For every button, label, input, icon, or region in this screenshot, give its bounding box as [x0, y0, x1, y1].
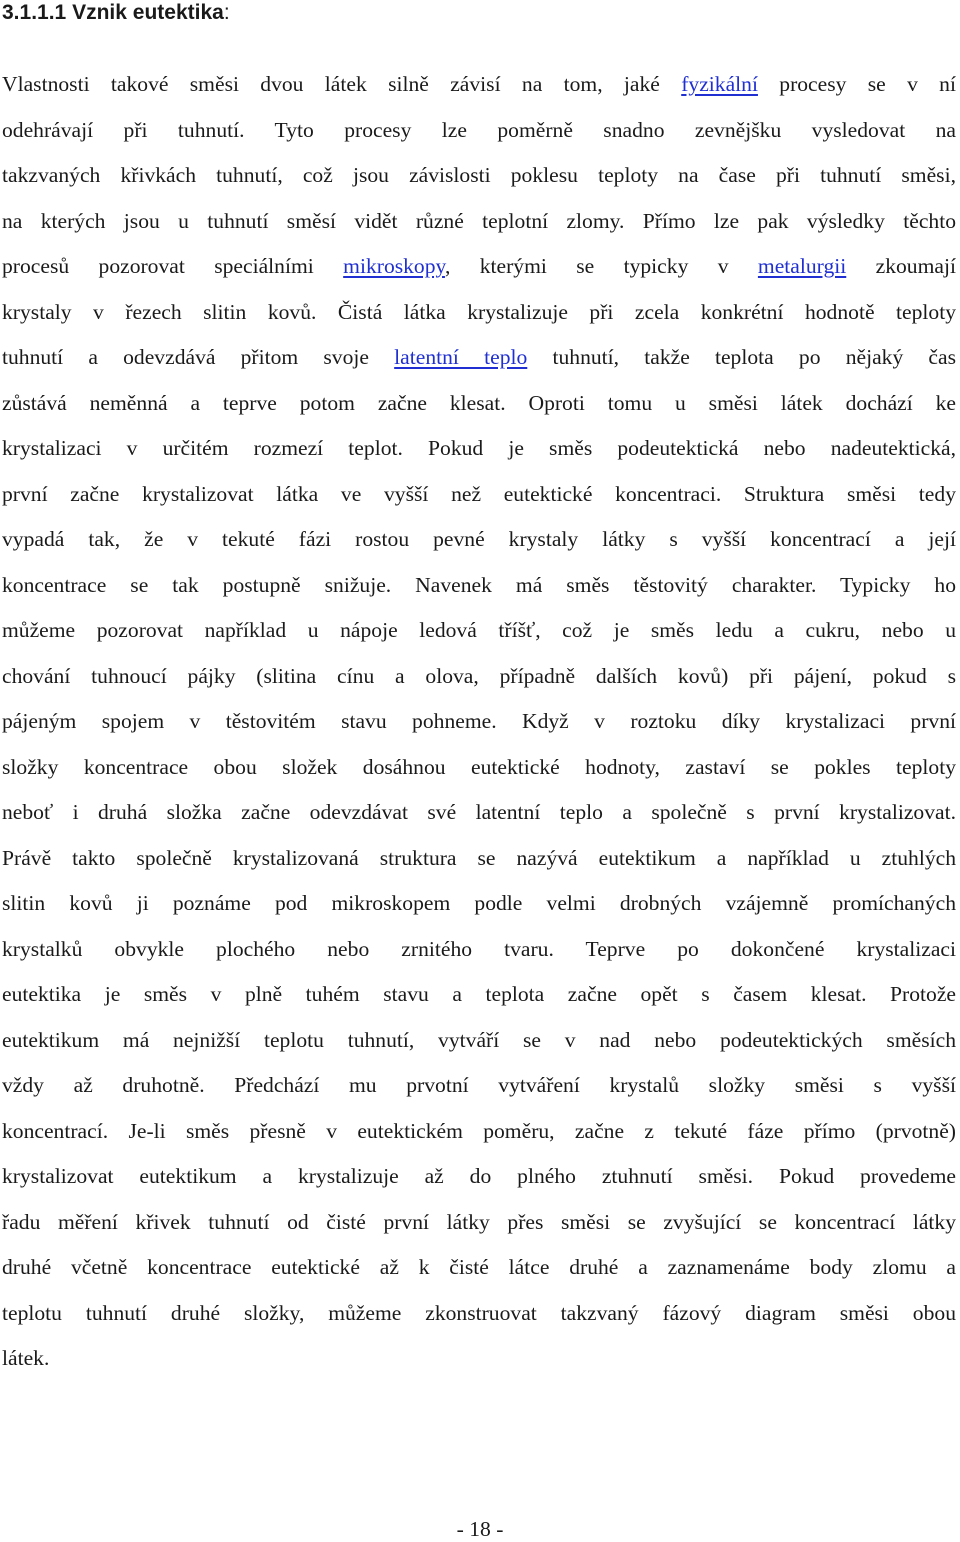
text-line [2, 1154, 956, 1200]
line-text: krystalků obvykle plochého nebo zrnitého tvaru. Teprve po dokončené krystalizaci [2, 936, 956, 961]
line-text: koncentrací. Je-li směs přesně v eutektickém poměru, začne z tekuté fáze přímo (prvotně) [2, 1118, 956, 1143]
text-line [2, 1200, 956, 1246]
line-text: tuhnutí a odevzdává přitom svoje [2, 345, 395, 369]
line-text: látek. [2, 1346, 50, 1370]
text-line [2, 1063, 956, 1109]
page-number: - 18 - [456, 1517, 504, 1541]
line-text: eutektika je směs v plně tuhém stavu a teplota začne opět s časem klesat. Protože [2, 982, 956, 1006]
line-text: odehrávají při tuhnutí. Tyto procesy lze poměrně snadno zevnějšku vysledovat na [2, 117, 956, 142]
text-line [2, 335, 956, 381]
text-line [2, 654, 956, 700]
text-line [2, 426, 956, 472]
text-line [2, 1291, 956, 1337]
line-text: krystalizaci v určitém rozmezí teplot. Pokud je směs podeutektická nebo nadeutektická, [2, 436, 956, 460]
inline-link[interactable]: metalurgii [757, 254, 847, 278]
text-line [2, 881, 956, 927]
text-line [2, 517, 956, 563]
text-line [2, 836, 956, 882]
section-title: Vznik eutektika [72, 1, 224, 24]
text-line [2, 699, 956, 745]
line-text: teplotu tuhnutí druhé složky, můžeme zkonstruovat takzvaný fázový diagram směsi obou [2, 1300, 956, 1325]
text-line [2, 608, 956, 654]
line-text: procesy se v ní [757, 72, 956, 96]
line-text: na kterých jsou u tuhnutí směsí vidět různé teplotní zlomy. Přímo lze pak výsledky těchto [2, 208, 956, 233]
text-line [2, 972, 956, 1018]
heading-colon: : [223, 1, 230, 24]
inline-link[interactable]: latentní teplo [394, 345, 528, 369]
line-text: krystaly v řezech slitin kovů. Čistá látka krystalizuje při zcela konkrétní hodnotě teploty [2, 299, 956, 324]
text-line [2, 472, 956, 518]
body-paragraph [2, 62, 956, 1382]
text-line [2, 244, 956, 290]
line-text: takzvaných křivkách tuhnutí, což jsou závislosti poklesu teploty na čase při tuhnutí směsi, [2, 163, 956, 187]
inline-link[interactable]: fyzikální [681, 72, 758, 96]
line-text: vypadá tak, že v tekuté fázi rostou pevné krystaly látky s vyšší koncentrací a její [2, 527, 956, 551]
line-text: slitin kovů ji poznáme pod mikroskopem podle velmi drobných vzájemně promíchaných [2, 891, 956, 915]
text-line [2, 1018, 956, 1064]
section-number: 3.1.1.1 [2, 1, 67, 24]
line-text: zkoumají [846, 254, 956, 278]
inline-link[interactable]: mikroskopy [343, 254, 445, 278]
line-text: řadu měření křivek tuhnutí od čisté první látky přes směsi se zvyšující se koncentrací látky [2, 1209, 956, 1234]
line-text: neboť i druhá složka začne odevzdávat své latentní teplo a společně s první krystalizovat. [2, 800, 956, 824]
text-line [2, 1109, 956, 1155]
text-line [2, 153, 956, 199]
line-text: chování tuhnoucí pájky (slitina cínu a olova, případně dalších kovů) při pájení, pokud s [2, 663, 956, 688]
line-text: zůstává neměnná a teprve potom začne klesat. Oproti tomu u směsi látek dochází ke [2, 390, 956, 415]
text-line [2, 1336, 956, 1382]
text-line [2, 563, 956, 609]
text-line [2, 108, 956, 154]
text-line [2, 290, 956, 336]
line-text: druhé včetně koncentrace eutektické až k čisté látce druhé a zaznamenáme body zlomu a [2, 1255, 956, 1279]
text-line [2, 790, 956, 836]
line-text: eutektikum má nejnižší teplotu tuhnutí, vytváří se v nad nebo podeutektických směsích [2, 1027, 956, 1052]
line-text: krystalizovat eutektikum a krystalizuje až do plného ztuhnutí směsi. Pokud provedeme [2, 1164, 956, 1188]
text-line [2, 62, 956, 108]
line-text: Vlastnosti takové směsi dvou látek silně závisí na tom, jaké [2, 72, 682, 96]
line-text: můžeme pozorovat například u nápoje ledová tříšť, což je směs ledu a cukru, nebo u [2, 618, 956, 642]
text-line [2, 927, 956, 973]
text-line [2, 745, 956, 791]
line-text: tuhnutí, takže teplota po nějaký čas [527, 345, 957, 369]
line-text: Právě takto společně krystalizovaná struktura se nazývá eutektikum a například u ztuhlých [2, 845, 956, 870]
text-line [2, 381, 956, 427]
line-text: pájeným spojem v těstovitém stavu pohneme. Když v roztoku díky krystalizaci první [2, 709, 956, 733]
section-heading [2, 0, 230, 26]
line-text: koncentrace se tak postupně snižuje. Navenek má směs těstovitý charakter. Typicky ho [2, 572, 956, 597]
line-text: , kterými se typicky v [444, 254, 758, 278]
line-text: vždy až druhotně. Předchází mu prvotní vytváření krystalů složky směsi s vyšší [2, 1073, 956, 1097]
line-text: první začne krystalizovat látka ve vyšší než eutektické koncentraci. Struktura směsi tedy [2, 481, 956, 506]
line-text: procesů pozorovat speciálními [2, 254, 344, 278]
text-line [2, 199, 956, 245]
line-text: složky koncentrace obou složek dosáhnou eutektické hodnoty, zastaví se pokles teploty [2, 754, 956, 779]
text-line [2, 1245, 956, 1291]
